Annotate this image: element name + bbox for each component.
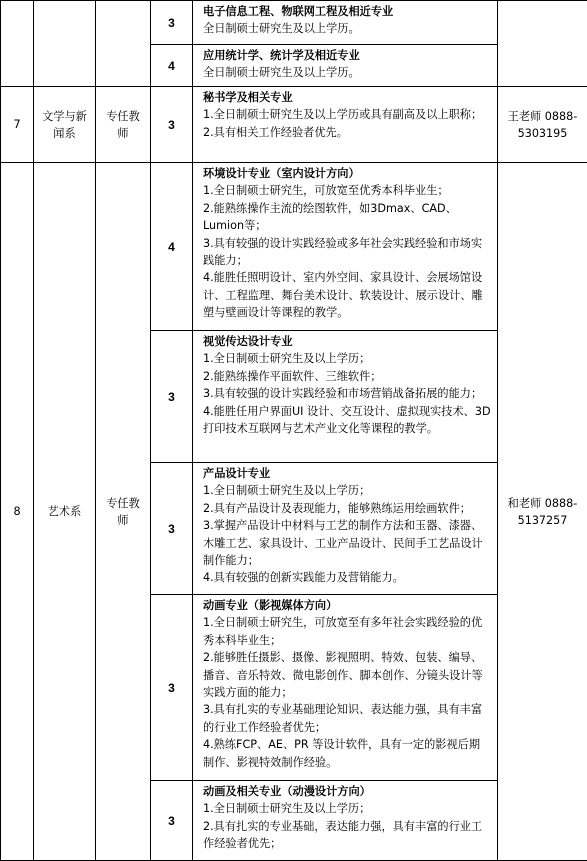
contact-cell bbox=[498, 1, 587, 87]
requirement-line: 1.全日制硕士研究生及以上学历； bbox=[203, 800, 491, 817]
requirement-line: 2.具有扎实的专业基础，表达能力强，具有丰富的行业工作经验者优先； bbox=[203, 818, 491, 853]
requirement-line: 1.全日制硕士研究生，可放宽至有多年社会实践经验的优秀本科毕业生； bbox=[203, 614, 491, 649]
count-cell: 3 bbox=[151, 781, 193, 861]
dept-cell: 文学与新闻系 bbox=[34, 87, 96, 163]
requirement-line: 4.具有较强的创新实践能力及营销能力。 bbox=[203, 569, 491, 586]
no-cell: 8 bbox=[1, 163, 34, 861]
count-cell: 3 bbox=[151, 87, 193, 163]
table-row bbox=[1, 163, 587, 331]
contact-cell: 和老师 0888-5137257 bbox=[498, 163, 587, 861]
requirement-line: 2.具有产品设计及表现能力，能够熟练运用绘画软件； bbox=[203, 500, 491, 517]
requirement-line: 全日制硕士研究生及以上学历。 bbox=[203, 64, 491, 81]
requirement-cell bbox=[193, 163, 498, 331]
requirement-line: 3.具有较强的设计实践经验或多年社会实践经验和市场实践能力； bbox=[203, 235, 491, 270]
major-title: 产品设计专业 bbox=[203, 465, 491, 482]
requirement-line: 3.具有较强的设计实践经验和市场营销战备拓展的能力； bbox=[203, 385, 491, 402]
requirement-line: 3.具有扎实的专业基础理论知识、表达能力强，具有丰富的行业工作经验者优先； bbox=[203, 701, 491, 736]
requirement-line: 2.能熟练操作平面软件、三维软件； bbox=[203, 368, 491, 385]
major-title: 秘书学及相关专业 bbox=[203, 89, 491, 106]
position-cell: 专任教师 bbox=[96, 87, 151, 163]
count-cell: 4 bbox=[151, 45, 193, 87]
requirement-line: 1.全日制硕士研究生及以上学历； bbox=[203, 482, 491, 499]
count-cell: 4 bbox=[151, 163, 193, 331]
requirement-line: 1.全日制硕士研究生，可放宽至优秀本科毕业生； bbox=[203, 182, 491, 199]
no-cell: 7 bbox=[1, 87, 34, 163]
requirement-line: 4.能胜任照明设计、室内外空间、家具设计、会展场馆设计、工程监理、舞台美术设计、软装设计、展示设计、雕塑与壁画设计等课程的教学。 bbox=[203, 269, 491, 321]
requirement-line: 全日制硕士研究生及以上学历。 bbox=[203, 20, 491, 37]
major-title: 动画及相关专业（动漫设计方向） bbox=[203, 783, 491, 800]
position-cell: 专任教师 bbox=[96, 163, 151, 861]
requirement-line: 2.具有相关工作经验者优先。 bbox=[203, 124, 491, 141]
major-title: 应用统计学、统计学及相近专业 bbox=[203, 47, 491, 64]
requirement-cell bbox=[193, 595, 498, 781]
requirement-line: 1.全日制硕士研究生及以上学历或具有副高及以上职称； bbox=[203, 106, 491, 123]
table-row bbox=[1, 87, 587, 163]
requirement-cell bbox=[193, 1, 498, 45]
requirement-cell bbox=[193, 331, 498, 463]
count-cell: 3 bbox=[151, 595, 193, 781]
dept-cell bbox=[34, 1, 96, 87]
requirement-cell bbox=[193, 781, 498, 861]
major-title: 视觉传达设计专业 bbox=[203, 333, 491, 350]
requirement-line: 2.能熟练操作主流的绘图软件，如3Dmax、CAD、Lumion等； bbox=[203, 200, 491, 235]
count-cell: 3 bbox=[151, 331, 193, 463]
requirement-line: 4.熟练FCP、AE、PR 等设计软件，具有一定的影视后期制作、影视特效制作经验。 bbox=[203, 736, 491, 771]
requirement-line: 2.能够胜任摄影、摄像、影视照明、特效、包装、编导、播音、音乐特效、微电影创作、脚本创作、分镜头设计等实践方面的能力； bbox=[203, 649, 491, 701]
requirement-line: 4.能胜任用户界面UI 设计、交互设计、虚拟现实技术、3D 打印技术互联网与艺术产业文化等课程的教学。 bbox=[203, 403, 491, 438]
major-title: 环境设计专业（室内设计方向） bbox=[203, 165, 491, 182]
requirement-cell bbox=[193, 463, 498, 595]
count-cell: 3 bbox=[151, 463, 193, 595]
position-cell bbox=[96, 1, 151, 87]
requirement-line: 1.全日制硕士研究生及以上学历； bbox=[203, 350, 491, 367]
table-row bbox=[1, 1, 587, 45]
requirement-cell bbox=[193, 45, 498, 87]
major-title: 动画专业（影视媒体方向） bbox=[203, 597, 491, 614]
requirement-cell bbox=[193, 87, 498, 163]
no-cell bbox=[1, 1, 34, 87]
major-title: 电子信息工程、物联网工程及相近专业 bbox=[203, 3, 491, 20]
count-cell: 3 bbox=[151, 1, 193, 45]
dept-cell: 艺术系 bbox=[34, 163, 96, 861]
contact-cell: 王老师 0888-5303195 bbox=[498, 87, 587, 163]
requirement-line: 3.掌握产品设计中材料与工艺的制作方法和玉器、漆器、木雕工艺、家具设计、工业产品设计、民间手工艺品设计制作能力； bbox=[203, 517, 491, 569]
